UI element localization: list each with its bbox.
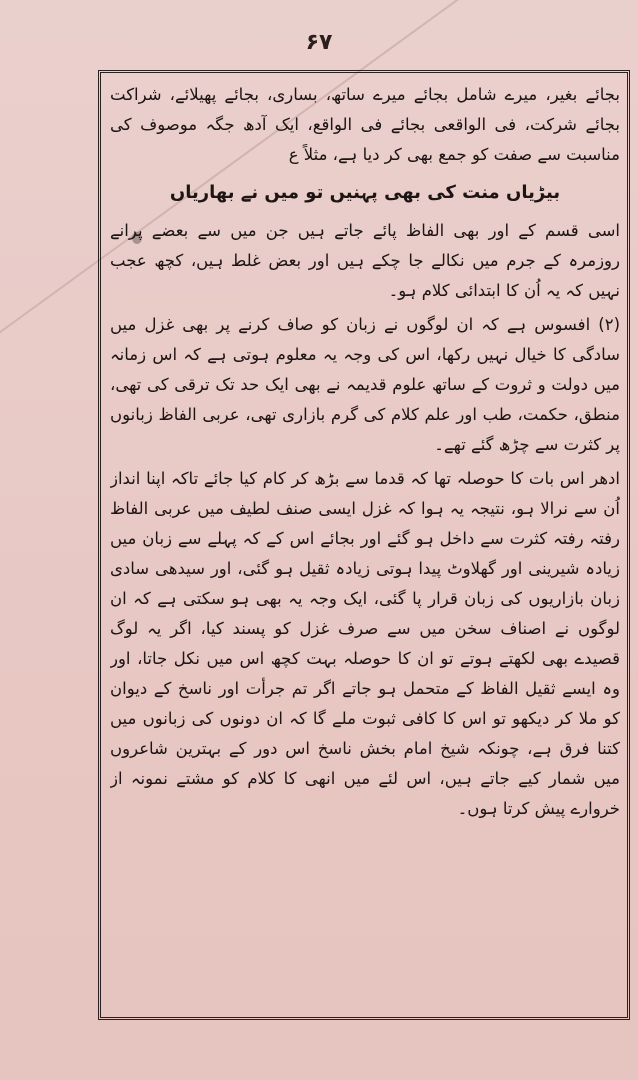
paragraph-1: بجائے بغیر، میرے شامل بجائے میرے ساتھ، بساری، بجائے پھیلائے، شراکت بجائے شرکت، فی الواقعی بجائے فی الواقع، ایک آدھ جگہ موصوف کی مناسبت سے صفت کو جمع بھی کر دیا ہے، مثلاً ع: [110, 85, 620, 164]
body-text: [110, 80, 620, 1010]
paragraph-2: اسی قسم کے اور بھی الفاظ پائے جاتے ہیں جن میں سے بعضے پرانے روزمرہ کے جرم میں نکالے جا چکے ہیں اور بعض غلط ہیں، کچھ عجب نہیں کہ یہ اُن کا ابتدائی کلام ہو۔: [110, 221, 620, 300]
paragraph-4: ادھر اس بات کا حوصلہ تھا کہ قدما سے بڑھ کر کام کیا جائے تاکہ اپنا انداز اُن سے نرالا ہو، نتیجہ یہ ہوا کہ غزل ایسی صنف لطیف میں عربی الفاظ رفتہ رفتہ کثرت سے داخل ہو گئے اور بجائے اس کے کہ پہلے سے زبان میں زیادہ شیرینی اور گھلاوٹ پیدا ہوتی زیادہ ثقیل ہو گئی، اور سیدھی سادی زبان بازاریوں کی زبان قرار پا گئی، ایک وجہ یہ بھی ہو سکتی ہے کہ ان لوگوں نے اصناف سخن میں سے صرف غزل کو پسند کیا، اگر یہ لوگ قصیدے بھی لکھتے ہوتے تو ان کا حوصلہ بہت کچھ اس میں نکل جاتا، اور وہ ایسے ثقیل الفاظ کے متحمل ہو جاتے اگر تم جرأت اور ناسخ کے دیوان کو ملا کر دیکھو تو اس کا کافی ثبوت ملے گا کہ ان دونوں کی زبانوں میں کتنا فرق ہے، چونکہ شیخ امام بخش ناسخ اس دور کے بہترین شاعروں میں شمار کیے جاتے ہیں، اس لئے میں انھی کا کلام کو مشتے نمونہ از خروارے پیش کرتا ہوں۔: [110, 469, 620, 818]
page-number: ۶۷: [305, 30, 333, 55]
paragraph-3: (۲) افسوس ہے کہ ان لوگوں نے زبان کو صاف کرنے پر بھی غزل میں سادگی کا خیال نہیں رکھا، اس کی وجہ یہ معلوم ہوتی ہے کہ اس زمانہ میں دولت و ثروت کے ساتھ علوم قدیمہ نے بھی ایک حد تک ترقی کی تھی، منطق، حکمت، طب اور علم کلام کی گرم بازاری تھی، عربی الفاظ زبانوں پر کثرت سے چڑھ گئے تھے۔: [110, 315, 620, 454]
verse-line: بیڑیاں منت کی بھی پہنیں تو میں نے بھاریاں: [169, 182, 561, 203]
